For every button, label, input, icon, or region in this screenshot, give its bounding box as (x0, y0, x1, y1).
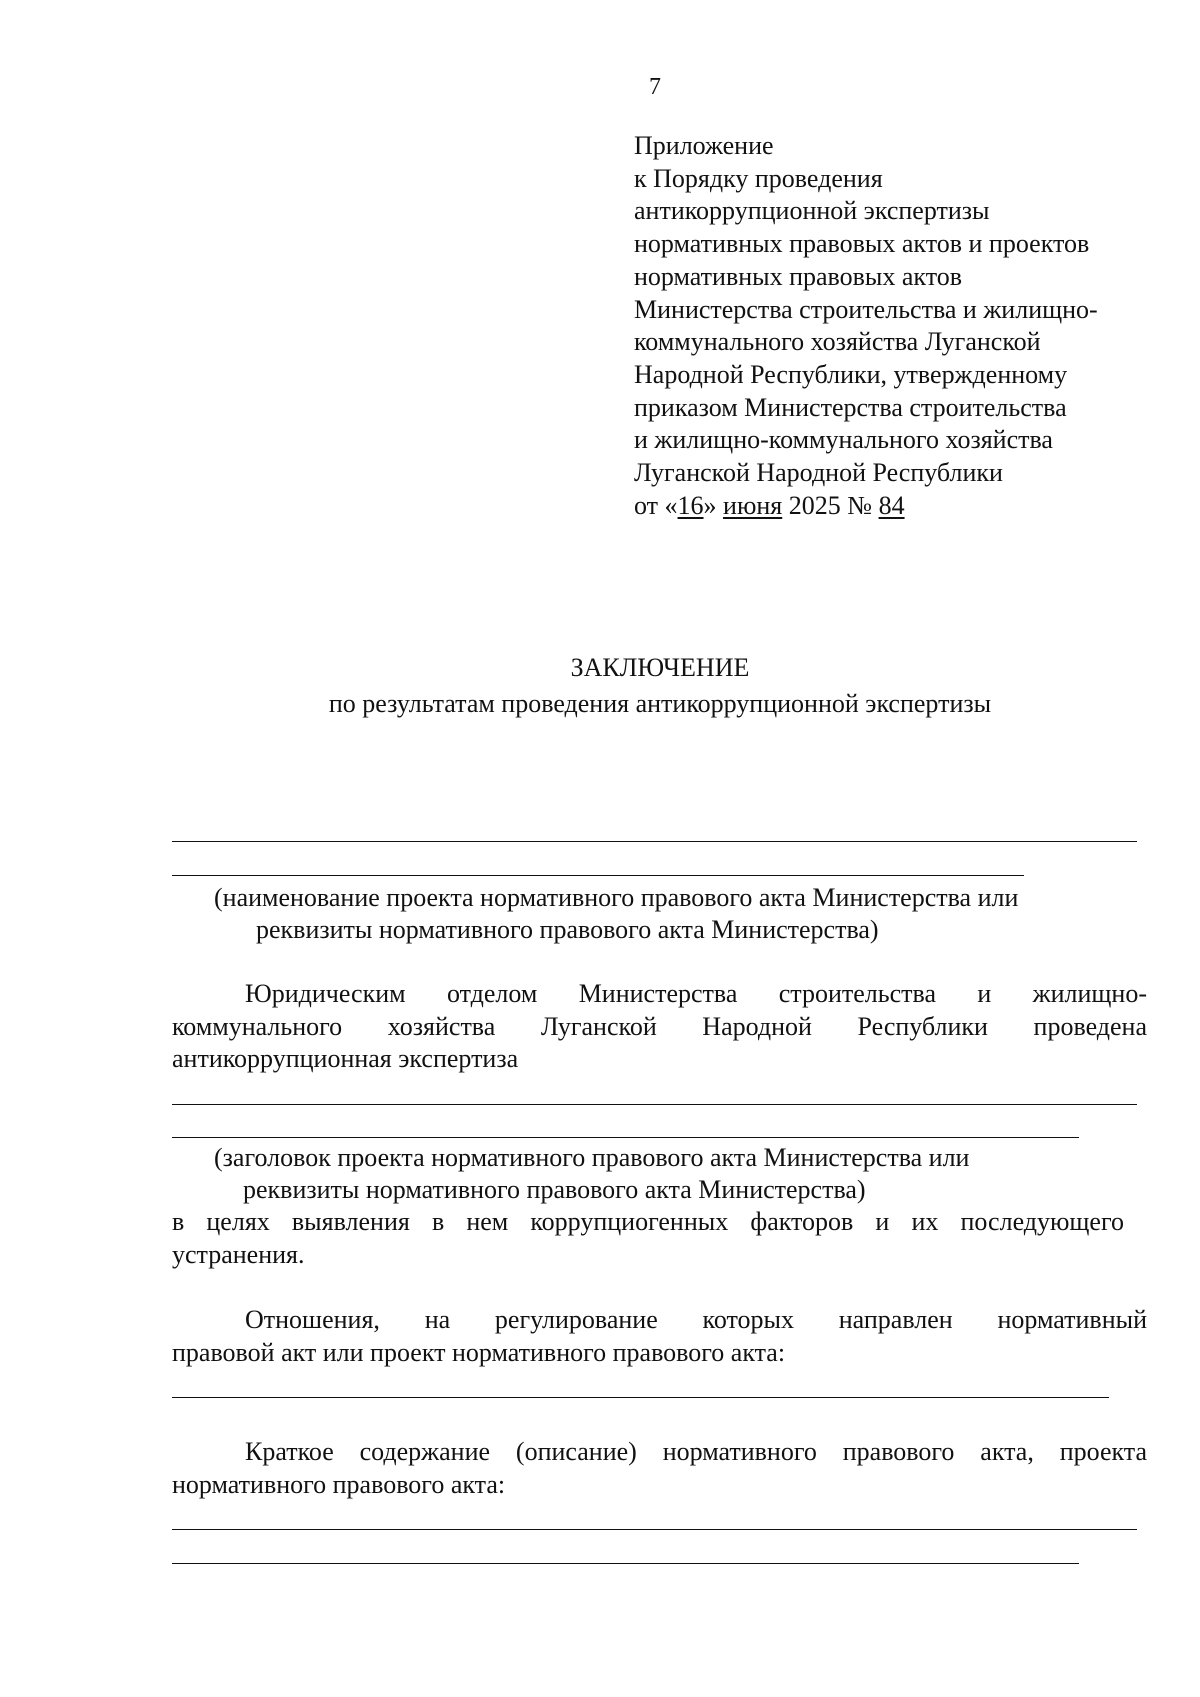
date-day: 16 (677, 490, 704, 520)
paragraph-expertise (172, 978, 1147, 1076)
appendix-line: Народной Республики, утвержденному (634, 359, 1068, 389)
blank-line-summary-2 (172, 1563, 1079, 1564)
paragraph-line: Краткое содержание (описание) нормативного правового акта, проекта (245, 1437, 1147, 1466)
appendix-line: коммунального хозяйства Луганской (634, 327, 1041, 357)
blank-line-act-name-2 (172, 875, 1024, 876)
appendix-line: и жилищно-коммунального хозяйства (634, 425, 1053, 455)
appendix-line: нормативных правовых актов (634, 261, 963, 291)
paragraph-line: в целях выявления в нем коррупциогенных факторов и их последующего (172, 1207, 1124, 1236)
appendix-line: Луганской Народной Республики (634, 458, 1003, 488)
appendix-line: Министерства строительства и жилищно- (634, 294, 1098, 324)
paragraph-purpose (172, 1206, 1124, 1271)
blank-line-summary-1 (172, 1529, 1137, 1530)
paragraph-line: Юридическим отделом Министерства строительства и жилищно- (245, 979, 1147, 1008)
title-heading: ЗАКЛЮЧЕНИЕ (570, 653, 750, 682)
appendix-line: Приложение (634, 131, 774, 160)
caption-act-title-line-1: (заголовок проекта нормативного правового акта Министерства или (214, 1143, 970, 1172)
paragraph-relations (172, 1304, 1147, 1369)
appendix-header (634, 130, 1194, 522)
caption-act-name-line-1: (наименование проекта нормативного правового акта Министерства или (214, 883, 1019, 912)
blank-line-act-title-1 (172, 1104, 1137, 1105)
paragraph-summary (172, 1436, 1147, 1501)
appendix-line: нормативных правовых актов и проектов (634, 229, 1090, 259)
appendix-date-line (634, 490, 1194, 523)
document-title (0, 650, 1200, 722)
date-month: июня (723, 490, 783, 520)
appendix-line: к Порядку проведения (634, 163, 883, 193)
paragraph-line: Отношения, на регулирование которых направлен нормативный (245, 1305, 1147, 1334)
caption-act-name-line-2: реквизиты нормативного правового акта Министерства) (256, 915, 879, 944)
date-prefix: от « (634, 490, 678, 520)
appendix-line: антикоррупционной экспертизы (634, 196, 990, 226)
order-number: 84 (878, 490, 905, 520)
date-year-no: 2025 № (782, 490, 879, 520)
paragraph-line: антикоррупционная экспертиза (172, 1044, 519, 1073)
date-mid: » (703, 490, 724, 520)
page-number: 7 (649, 74, 661, 100)
title-subheading: по результатам проведения антикоррупционной экспертизы (328, 689, 992, 718)
appendix-line: приказом Министерства строительства (634, 392, 1067, 422)
caption-act-title-line-2: реквизиты нормативного правового акта Министерства) (243, 1175, 866, 1204)
paragraph-line: правовой акт или проект нормативного правового акта: (172, 1337, 786, 1367)
paragraph-line: устранения. (172, 1239, 305, 1269)
blank-line-act-title-2 (172, 1137, 1079, 1138)
blank-line-relations (172, 1397, 1109, 1398)
blank-line-act-name-1 (172, 841, 1137, 842)
paragraph-line: коммунального хозяйства Луганской Народной Республики проведена (172, 1011, 1147, 1041)
paragraph-line: нормативного правового акта: (172, 1469, 506, 1499)
